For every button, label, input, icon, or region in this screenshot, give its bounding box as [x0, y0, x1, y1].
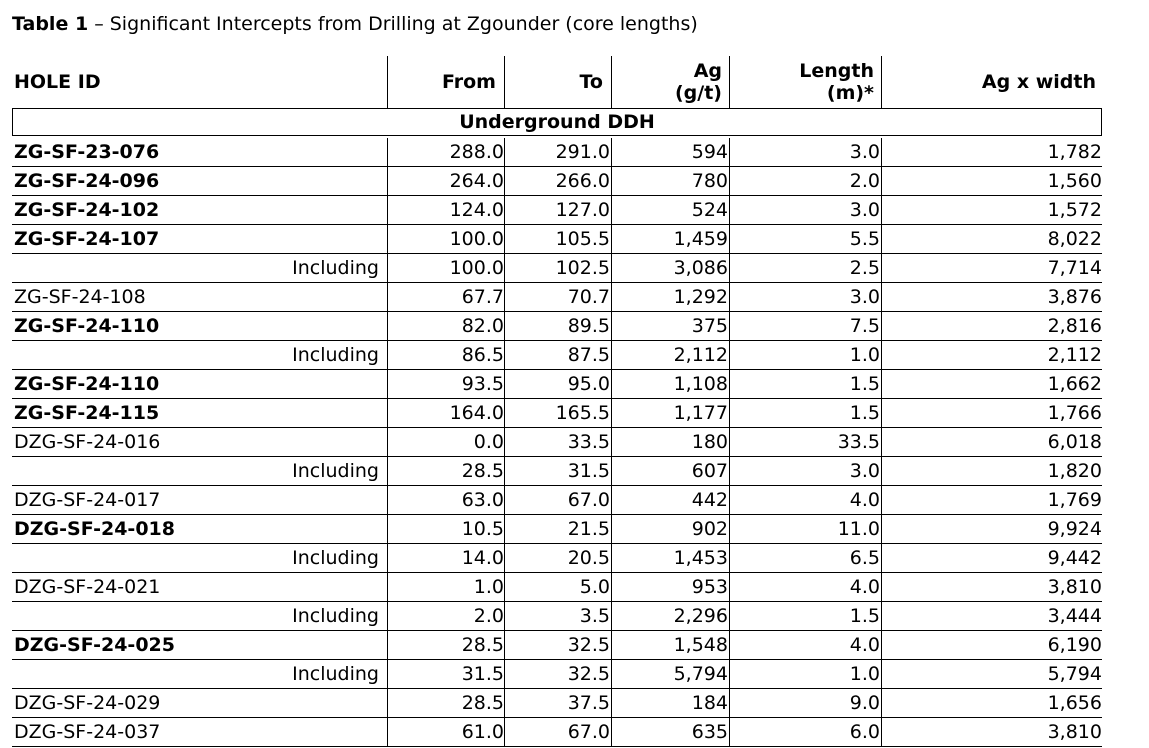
length-cell: 3.0	[849, 141, 880, 163]
row-divider	[12, 746, 1102, 747]
including-cell: Including	[292, 460, 379, 482]
header-length	[731, 56, 874, 108]
from-cell: 164.0	[449, 402, 504, 424]
ag-x-width-cell: 3,810	[1047, 576, 1102, 598]
table-row	[0, 515, 1110, 544]
from-cell: 86.5	[461, 344, 504, 366]
including-cell: Including	[292, 605, 379, 627]
ag-cell: 1,459	[673, 228, 728, 250]
ag-cell: 635	[691, 721, 728, 743]
length-cell: 6.5	[849, 547, 880, 569]
to-cell: 95.0	[567, 373, 610, 395]
ag-x-width-cell: 1,656	[1047, 692, 1102, 714]
length-cell: 9.0	[849, 692, 880, 714]
including-cell: Including	[292, 344, 379, 366]
table-row	[0, 660, 1110, 689]
ag-x-width-cell: 3,810	[1047, 721, 1102, 743]
length-cell: 4.0	[849, 576, 880, 598]
to-cell: 20.5	[567, 547, 610, 569]
including-cell: Including	[292, 547, 379, 569]
ag-x-width-cell: 7,714	[1047, 257, 1102, 279]
table-row	[0, 718, 1110, 747]
table-row	[0, 486, 1110, 515]
length-cell: 3.0	[849, 460, 880, 482]
length-cell: 1.0	[849, 344, 880, 366]
ag-x-width-cell: 2,816	[1047, 315, 1102, 337]
to-cell: 89.5	[567, 315, 610, 337]
ag-x-width-cell: 1,820	[1047, 460, 1102, 482]
header-divider	[881, 56, 882, 108]
ag-cell: 780	[691, 170, 728, 192]
ag-x-width-cell: 1,572	[1047, 199, 1102, 221]
to-cell: 105.5	[555, 228, 610, 250]
from-cell: 100.0	[449, 228, 504, 250]
hole-id-cell: ZG-SF-24-110	[14, 315, 160, 337]
table-row	[0, 312, 1110, 341]
hole-id-cell: DZG-SF-24-017	[14, 489, 161, 511]
length-cell: 2.0	[849, 170, 880, 192]
hole-id-cell: DZG-SF-24-018	[14, 518, 175, 540]
table-row	[0, 602, 1110, 631]
column-divider	[729, 138, 730, 746]
from-cell: 2.0	[473, 605, 504, 627]
to-cell: 32.5	[567, 663, 610, 685]
table-header	[0, 56, 1110, 108]
table-row	[0, 196, 1110, 225]
table-row	[0, 544, 1110, 573]
table-caption-text: – Significant Intercepts from Drilling at Zgounder (core lengths)	[88, 13, 698, 35]
ag-cell: 1,453	[673, 547, 728, 569]
table-row	[0, 341, 1110, 370]
hole-id-cell: ZG-SF-23-076	[14, 141, 160, 163]
from-cell: 67.7	[461, 286, 504, 308]
table-row	[0, 225, 1110, 254]
to-cell: 5.0	[579, 576, 610, 598]
header-length-line2: (m)*	[826, 82, 874, 104]
ag-cell: 594	[691, 141, 728, 163]
from-cell: 1.0	[473, 576, 504, 598]
hole-id-cell: DZG-SF-24-016	[14, 431, 161, 453]
header-ag	[612, 56, 722, 108]
to-cell: 31.5	[567, 460, 610, 482]
table-row	[0, 254, 1110, 283]
ag-x-width-cell: 8,022	[1047, 228, 1102, 250]
section-title: Underground DDH	[12, 108, 1102, 136]
header-ag-line1: Ag	[693, 60, 722, 82]
ag-cell: 1,108	[673, 373, 728, 395]
ag-cell: 902	[691, 518, 728, 540]
from-cell: 124.0	[449, 199, 504, 221]
to-cell: 87.5	[567, 344, 610, 366]
header-divider	[729, 56, 730, 108]
column-divider	[504, 138, 505, 746]
ag-x-width-cell: 6,018	[1047, 431, 1102, 453]
ag-cell: 375	[691, 315, 728, 337]
column-divider	[881, 138, 882, 746]
hole-id-cell: DZG-SF-24-037	[14, 721, 161, 743]
ag-cell: 2,112	[673, 344, 728, 366]
length-cell: 1.5	[849, 402, 880, 424]
ag-cell: 953	[691, 576, 728, 598]
ag-cell: 1,292	[673, 286, 728, 308]
hole-id-cell: ZG-SF-24-115	[14, 402, 160, 424]
ag-x-width-cell: 1,782	[1047, 141, 1102, 163]
hole-id-cell: ZG-SF-24-102	[14, 199, 160, 221]
to-cell: 21.5	[567, 518, 610, 540]
header-length-line1: Length	[799, 60, 874, 82]
ag-cell: 1,548	[673, 634, 728, 656]
ag-x-width-cell: 9,924	[1047, 518, 1102, 540]
to-cell: 67.0	[567, 721, 610, 743]
from-cell: 28.5	[461, 634, 504, 656]
to-cell: 70.7	[567, 286, 610, 308]
hole-id-cell: ZG-SF-24-096	[14, 170, 160, 192]
ag-x-width-cell: 2,112	[1047, 344, 1102, 366]
table-row	[0, 138, 1110, 167]
to-cell: 33.5	[567, 431, 610, 453]
to-cell: 127.0	[555, 199, 610, 221]
to-cell: 102.5	[555, 257, 610, 279]
from-cell: 63.0	[461, 489, 504, 511]
ag-x-width-cell: 6,190	[1047, 634, 1102, 656]
ag-x-width-cell: 1,769	[1047, 489, 1102, 511]
from-cell: 264.0	[449, 170, 504, 192]
table-caption	[12, 13, 698, 35]
from-cell: 31.5	[461, 663, 504, 685]
length-cell: 3.0	[849, 286, 880, 308]
length-cell: 5.5	[849, 228, 880, 250]
to-cell: 32.5	[567, 634, 610, 656]
ag-x-width-cell: 1,560	[1047, 170, 1102, 192]
ag-cell: 184	[691, 692, 728, 714]
ag-x-width-cell: 3,444	[1047, 605, 1102, 627]
to-cell: 165.5	[555, 402, 610, 424]
hole-id-cell: DZG-SF-24-025	[14, 634, 175, 656]
from-cell: 100.0	[449, 257, 504, 279]
table-row	[0, 370, 1110, 399]
hole-id-cell: ZG-SF-24-110	[14, 373, 160, 395]
to-cell: 291.0	[555, 141, 610, 163]
from-cell: 10.5	[461, 518, 504, 540]
to-cell: 67.0	[567, 489, 610, 511]
including-cell: Including	[292, 663, 379, 685]
to-cell: 3.5	[579, 605, 610, 627]
ag-cell: 180	[691, 431, 728, 453]
table-row	[0, 689, 1110, 718]
length-cell: 3.0	[849, 199, 880, 221]
including-cell: Including	[292, 257, 379, 279]
header-divider	[611, 56, 612, 108]
length-cell: 7.5	[849, 315, 880, 337]
ag-cell: 1,177	[673, 402, 728, 424]
length-cell: 2.5	[849, 257, 880, 279]
hole-id-cell: DZG-SF-24-021	[14, 576, 161, 598]
ag-x-width-cell: 1,766	[1047, 402, 1102, 424]
column-divider	[611, 138, 612, 746]
ag-cell: 607	[691, 460, 728, 482]
header-hole-id: HOLE ID	[14, 71, 101, 93]
table-row	[0, 283, 1110, 312]
ag-cell: 3,086	[673, 257, 728, 279]
length-cell: 4.0	[849, 634, 880, 656]
table-row	[0, 428, 1110, 457]
ag-x-width-cell: 9,442	[1047, 547, 1102, 569]
to-cell: 37.5	[567, 692, 610, 714]
length-cell: 11.0	[837, 518, 880, 540]
header-ag-x-width: Ag x width	[981, 71, 1096, 93]
from-cell: 14.0	[461, 547, 504, 569]
from-cell: 28.5	[461, 692, 504, 714]
length-cell: 33.5	[837, 431, 880, 453]
length-cell: 4.0	[849, 489, 880, 511]
ag-x-width-cell: 1,662	[1047, 373, 1102, 395]
table-row	[0, 573, 1110, 602]
ag-cell: 442	[691, 489, 728, 511]
table-row	[0, 631, 1110, 660]
length-cell: 1.5	[849, 605, 880, 627]
ag-cell: 2,296	[673, 605, 728, 627]
header-divider	[387, 56, 388, 108]
hole-id-cell: ZG-SF-24-108	[14, 286, 146, 308]
from-cell: 61.0	[461, 721, 504, 743]
from-cell: 93.5	[461, 373, 504, 395]
ag-cell: 5,794	[673, 663, 728, 685]
from-cell: 28.5	[461, 460, 504, 482]
hole-id-cell: ZG-SF-24-107	[14, 228, 160, 250]
ag-x-width-cell: 3,876	[1047, 286, 1102, 308]
header-from: From	[442, 71, 496, 93]
length-cell: 1.0	[849, 663, 880, 685]
from-cell: 288.0	[449, 141, 504, 163]
table-row	[0, 457, 1110, 486]
from-cell: 82.0	[461, 315, 504, 337]
ag-x-width-cell: 5,794	[1047, 663, 1102, 685]
table-row	[0, 399, 1110, 428]
table-row	[0, 167, 1110, 196]
length-cell: 6.0	[849, 721, 880, 743]
header-to: To	[579, 71, 603, 93]
length-cell: 1.5	[849, 373, 880, 395]
hole-id-cell: DZG-SF-24-029	[14, 692, 161, 714]
header-ag-line2: (g/t)	[675, 82, 722, 104]
table-caption-label: Table 1	[12, 13, 89, 35]
column-divider	[387, 138, 388, 746]
from-cell: 0.0	[473, 431, 504, 453]
header-divider	[504, 56, 505, 108]
to-cell: 266.0	[555, 170, 610, 192]
ag-cell: 524	[691, 199, 728, 221]
